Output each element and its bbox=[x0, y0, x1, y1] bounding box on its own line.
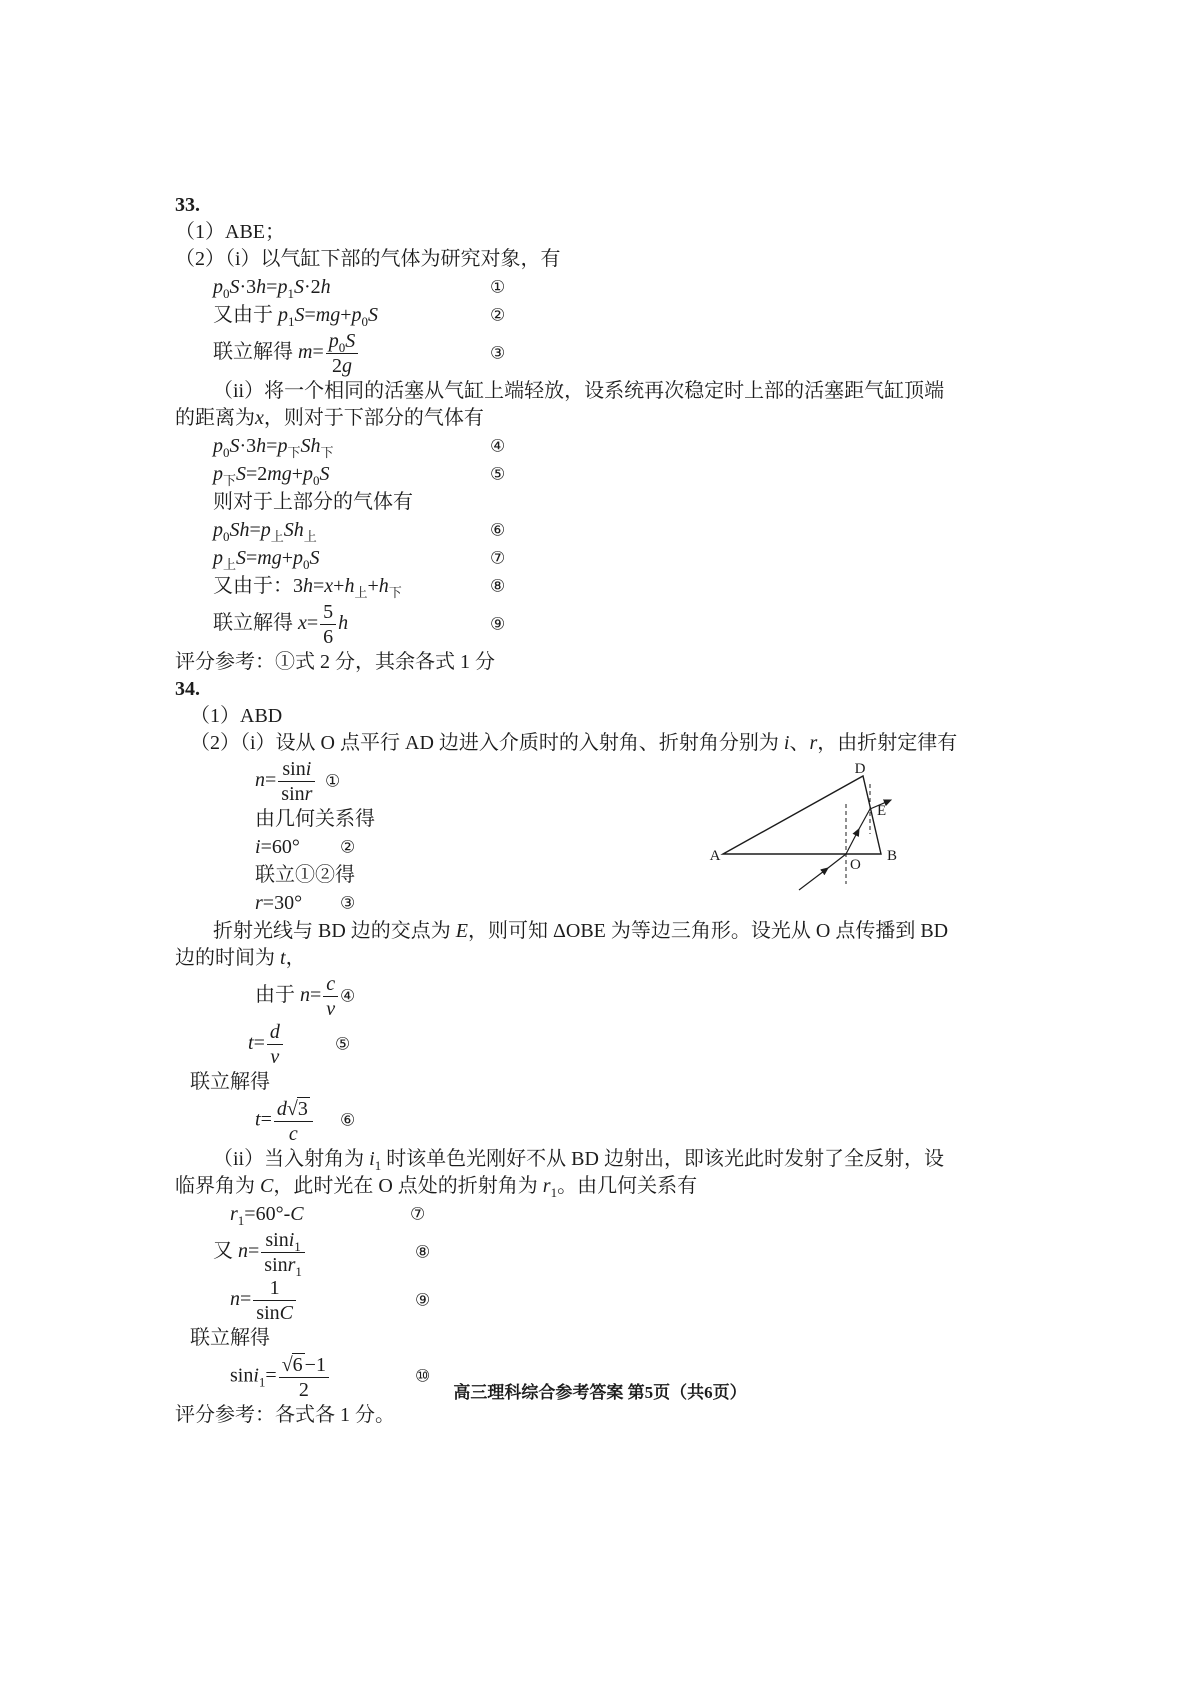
question-33 bbox=[175, 192, 965, 676]
q33-scoring-note: 评分参考：①式 2 分，其余各式 1 分 bbox=[175, 651, 495, 673]
q33-equation-5-formula: $p_下S=2mg+p_0S$ bbox=[213, 463, 330, 488]
q33-equation-1-formula: $p_0S\cdot 3h=p_1S\cdot 2h$ bbox=[213, 276, 331, 301]
q34-equation-7 bbox=[175, 1201, 965, 1228]
q33-equation-8-formula: 又由于：$3h=x+h_上+h_下$ bbox=[213, 575, 402, 600]
q34-equation-8 bbox=[175, 1229, 965, 1279]
q34-equation-4 bbox=[175, 973, 965, 1020]
q33-equation-3-number: ③ bbox=[490, 343, 506, 363]
refracted-ray-tail bbox=[859, 809, 870, 829]
q33-upper-gas-intro: 则对于上部分的气体有 bbox=[213, 491, 413, 513]
q34-scoring-note: 评分参考：各式各 1 分。 bbox=[175, 1404, 395, 1426]
q33-equation-2 bbox=[175, 302, 965, 329]
q34-equation-9-formula: n= $\frac{1}{\sin C}$ bbox=[230, 1277, 298, 1324]
q34-equation-9-number: ⑨ bbox=[415, 1290, 431, 1310]
q33-equation-1-number: ① bbox=[490, 277, 506, 297]
q34-equation-10-formula: sini$_1$= $\frac{√6 -1}{2}$ bbox=[230, 1353, 331, 1401]
q33-equation-3-formula: 联立解得 m= $\frac{p_0S}{2g}$ bbox=[213, 330, 360, 377]
q34-equation-5-formula: t= $\frac{d}{v}$ bbox=[248, 1021, 285, 1068]
q34-equation-5-number: ⑤ bbox=[335, 1034, 351, 1054]
content bbox=[175, 192, 965, 1429]
incident-ray bbox=[799, 868, 828, 890]
q34-equation-6-number: ⑥ bbox=[340, 1110, 356, 1131]
q34-equation-4-formula: 由于 n= $\frac{c}{v}$ bbox=[255, 973, 340, 1020]
refraction-diagram bbox=[693, 762, 963, 912]
q33-part2ii-text-1: （ii）将一个相同的活塞从气缸上端轻放，设系统再次稳定时上部的活塞距气缸顶端 bbox=[213, 380, 945, 402]
point-label-E: E bbox=[877, 803, 887, 819]
q33-equation-5-number: ⑤ bbox=[490, 464, 506, 484]
q33-equation-5 bbox=[175, 461, 965, 488]
q33-equation-2-formula: 又由于 $p_1S=mg+p_0S$ bbox=[213, 304, 379, 329]
q34-equation-10-number: ⑩ bbox=[415, 1366, 431, 1387]
q34-part1-answer: （1）ABD bbox=[190, 705, 283, 727]
q34-part2i-block bbox=[175, 758, 965, 917]
q33-equation-4-number: ④ bbox=[490, 436, 506, 456]
q34-part2ii-text-1: （ii）当入射角为 $i_1$ 时该单色光刚好不从 BD 边射出，即该光此时发射了全反射，设 bbox=[213, 1148, 944, 1173]
q33-equation-4 bbox=[175, 433, 965, 460]
q34-solve-note-2: 联立解得 bbox=[190, 1327, 270, 1349]
page-footer: 高三理科综合参考答案 第5页（共6页） bbox=[453, 1383, 747, 1402]
q33-equation-9-number: ⑨ bbox=[490, 614, 506, 634]
q34-equation-6 bbox=[175, 1097, 965, 1145]
incident-ray-tail bbox=[828, 854, 846, 868]
vertex-label-B: B bbox=[887, 848, 898, 864]
q33-equation-2-number: ② bbox=[490, 305, 506, 325]
q34-solve-note-1: 联立解得 bbox=[190, 1071, 270, 1093]
q33-equation-3 bbox=[175, 330, 965, 377]
q33-equation-6-formula: $p_0Sh=p_上Sh_上$ bbox=[213, 519, 317, 544]
q34-equation-9 bbox=[175, 1277, 965, 1324]
q34-equation-8-number: ⑧ bbox=[415, 1242, 431, 1262]
q34-part2ii-text-2: 临界角为 C，此时光在 O 点处的折射角为 $r_1$。由几何关系有 bbox=[175, 1175, 698, 1200]
q33-equation-8 bbox=[175, 573, 965, 600]
q33-equation-4-formula: $p_0S\cdot 3h=p_下Sh_下$ bbox=[213, 435, 334, 460]
q33-equation-6-number: ⑥ bbox=[490, 520, 506, 540]
q34-part2i-intro: （2）（i）设从 O 点平行 AD 边进入介质时的入射角、折射角分别为 i、r，由折射定律有 bbox=[190, 732, 958, 754]
q34-equation-5 bbox=[175, 1021, 965, 1068]
vertex-label-D: D bbox=[854, 762, 866, 777]
q33-equation-6 bbox=[175, 517, 965, 544]
point-label-O: O bbox=[850, 857, 861, 873]
q34-equation-6-formula: t= $\frac{d√3}{c}$ bbox=[255, 1097, 315, 1145]
q34-geometry-note: 由几何关系得 bbox=[255, 808, 375, 830]
refracted-ray bbox=[846, 829, 859, 854]
q34-number: 34. bbox=[175, 678, 200, 700]
q34-equation-3-formula: r=30° bbox=[255, 892, 303, 914]
vertex-label-A: A bbox=[709, 848, 721, 864]
question-34 bbox=[175, 676, 965, 1429]
q33-equation-9-formula: 联立解得 x= $\frac{5}{6}$ h bbox=[213, 601, 349, 648]
q34-equation-2-formula: i=60° bbox=[255, 836, 300, 858]
q34-paragraph-1: 折射光线与 BD 边的交点为 E，则可知 ΔOBE 为等边三角形。设光从 O 点传播到 BD bbox=[213, 920, 949, 942]
q34-equation-3-number: ③ bbox=[340, 893, 356, 913]
q33-equation-7-formula: $p_上S=mg+p_0S$ bbox=[213, 547, 320, 572]
q33-equation-7-number: ⑦ bbox=[490, 548, 506, 568]
q34-equation-1-formula: n= $\frac{\sin i}{\sin r}$ bbox=[255, 758, 317, 805]
q34-equation-8-formula: 又 n= $\frac{\sin i_1}{\sin r_1}$ bbox=[213, 1229, 307, 1276]
q33-equation-9 bbox=[175, 601, 965, 648]
q34-equation-7-formula: $r_1=60^\circ-C$ bbox=[230, 1203, 304, 1228]
q33-part2ii-text-2: 的距离为x，则对于下部分的气体有 bbox=[175, 407, 484, 429]
q34-combine-note: 联立①②得 bbox=[255, 864, 355, 886]
q33-equation-7 bbox=[175, 545, 965, 572]
prism-triangle bbox=[723, 776, 881, 854]
q34-equation-4-number: ④ bbox=[340, 986, 356, 1006]
q33-number: 33. bbox=[175, 194, 200, 216]
q34-equation-7-number: ⑦ bbox=[410, 1204, 426, 1224]
q34-equation-1-number: ① bbox=[325, 771, 341, 791]
q33-equation-8-number: ⑧ bbox=[490, 576, 506, 596]
q33-part2i-intro: （2）（i）以气缸下部的气体为研究对象，有 bbox=[175, 248, 561, 270]
q34-equation-2-number: ② bbox=[340, 837, 356, 857]
q34-paragraph-2: 边的时间为 t， bbox=[175, 947, 306, 969]
q33-part1-answer: （1）ABE； bbox=[175, 221, 285, 243]
q33-equation-1 bbox=[175, 274, 965, 301]
